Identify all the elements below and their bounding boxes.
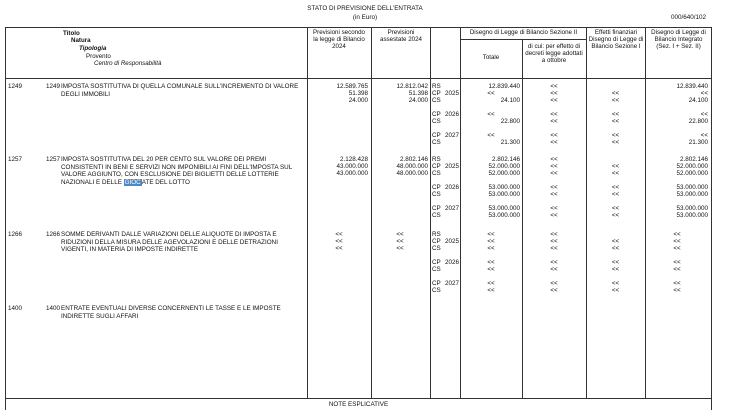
value-cell: << (550, 205, 558, 212)
value-cell: 43.000.000 (336, 163, 368, 170)
row-tag: CP (432, 280, 441, 287)
value-cell: 53.000.000 (488, 191, 520, 198)
value-cell: << (611, 259, 620, 266)
value-cell: 12.839.440 (488, 83, 520, 90)
row-tag: CP (432, 184, 441, 191)
value-cell: << (487, 132, 495, 139)
row-tag: CP (432, 90, 441, 97)
row-year: 2027 (445, 280, 460, 287)
value-cell: << (550, 132, 558, 139)
header-previsioni-assestate: Previsioni assestate 2024 (380, 29, 422, 43)
value-cell: 53.000.000 (488, 212, 520, 219)
value-cell: 53.000.000 (676, 184, 708, 191)
value-cell: << (611, 191, 620, 198)
value-cell: 22.800 (500, 118, 520, 125)
value-cell: << (550, 259, 558, 266)
value-cell: 12.589.765 (336, 83, 368, 90)
value-cell: 2.802.146 (399, 156, 428, 163)
row-tag: CS (432, 118, 441, 125)
row-year: 2026 (445, 111, 460, 118)
value-cell: << (611, 280, 620, 287)
value-cell: << (335, 245, 343, 252)
entry-description: ENTRATE EVENTUALI DIVERSE CONCERNENTI LE TASSE E LE IMPOSTE INDIRETTE SUGLI AFFARI (61, 305, 281, 320)
value-cell: 53.000.000 (488, 184, 520, 191)
row-tag: CS (432, 245, 441, 252)
value-cell: << (550, 118, 558, 125)
value-cell: << (611, 266, 620, 273)
row-tag: CP (432, 132, 441, 139)
value-cell: 21.300 (688, 139, 708, 146)
value-cell: 43.000.000 (336, 170, 368, 177)
value-cell: << (700, 111, 708, 118)
value-cell: 52.000.000 (676, 170, 708, 177)
value-cell: << (673, 231, 681, 238)
value-cell: << (550, 170, 558, 177)
value-cell: 24.100 (500, 97, 520, 104)
value-cell: << (550, 191, 558, 198)
table-left-border (5, 27, 6, 410)
header-titolo: Titolo (63, 30, 80, 37)
entry-code: 1266 (8, 231, 23, 238)
value-cell: 2.128.428 (339, 156, 368, 163)
document-code: 000/640/102 (670, 14, 706, 21)
row-tag: CS (432, 170, 441, 177)
value-cell: << (487, 259, 495, 266)
value-cell: << (673, 266, 681, 273)
row-tag: CP (432, 259, 441, 266)
value-cell: << (550, 163, 558, 170)
entry-code: 1257 (46, 156, 61, 163)
value-cell: << (550, 238, 558, 245)
value-cell: << (611, 212, 620, 219)
notes-heading: NOTE ESPLICATIVE (328, 401, 389, 408)
value-cell: << (673, 238, 681, 245)
value-cell: 24.100 (688, 97, 708, 104)
value-cell: << (611, 205, 620, 212)
table-top-border (5, 27, 712, 28)
row-year: 2025 (445, 163, 460, 170)
value-cell: 52.000.000 (676, 163, 708, 170)
row-tag: CS (432, 139, 441, 146)
row-tag: RS (432, 83, 441, 90)
value-cell: << (611, 139, 620, 146)
entry-code: 1249 (46, 83, 61, 90)
row-year: 2025 (445, 90, 460, 97)
row-tag: CS (432, 287, 441, 294)
value-cell: << (550, 139, 558, 146)
value-cell: << (611, 132, 620, 139)
value-cell: << (550, 97, 558, 104)
value-cell: 21.300 (500, 139, 520, 146)
value-cell: << (550, 287, 558, 294)
header-tipologia: Tipologia (79, 45, 107, 52)
value-cell: 52.000.000 (488, 163, 520, 170)
col-divider (430, 27, 431, 398)
value-cell: << (673, 245, 681, 252)
row-year: 2027 (445, 132, 460, 139)
value-cell: << (611, 245, 620, 252)
value-cell: << (611, 90, 620, 97)
value-cell: << (611, 184, 620, 191)
value-cell: 53.000.000 (676, 205, 708, 212)
row-year: 2026 (445, 184, 460, 191)
value-cell: 52.000.000 (488, 170, 520, 177)
value-cell: << (673, 259, 681, 266)
value-cell: << (487, 287, 495, 294)
value-cell: << (550, 231, 558, 238)
value-cell: << (487, 238, 495, 245)
value-cell: << (550, 266, 558, 273)
row-tag: CS (432, 191, 441, 198)
row-tag: RS (432, 156, 441, 163)
value-cell: 53.000.000 (676, 191, 708, 198)
value-cell: 51.398 (408, 90, 428, 97)
row-year: 2026 (445, 259, 460, 266)
header-integrato: Disegno di Legge di Bilancio Integrato (Sez. I + Sez. II) (651, 29, 706, 50)
entry-description: SOMME DERIVANTI DALLE VARIAZIONI DELLE ALIQUOTE DI IMPOSTA E RIDUZIONI DELLA MISURA DELLE AGEVOLAZIONI E DELLE DETRAZIONI VIGENTI, IN MATERIA DI IMPOSTE INDIRETTE (61, 231, 278, 254)
value-cell: << (550, 156, 558, 163)
value-cell: 51.398 (348, 90, 368, 97)
value-cell: 12.812.042 (396, 83, 428, 90)
value-cell: << (396, 238, 404, 245)
value-cell: << (487, 231, 495, 238)
page-subtitle: (in Euro) (352, 14, 378, 21)
col-divider (460, 27, 461, 398)
value-cell: << (611, 118, 620, 125)
value-cell: << (487, 280, 495, 287)
header-disegno-group: Disegno di Legge di Bilancio Sezione II (469, 29, 578, 36)
value-cell: 53.000.000 (676, 212, 708, 219)
highlighted-text: GIOC (124, 178, 141, 186)
page-title: STATO DI PREVISIONE DELL'ENTRATA (307, 5, 423, 12)
value-cell: << (487, 266, 495, 273)
row-year: 2025 (445, 238, 460, 245)
value-cell: << (550, 90, 558, 97)
row-tag: CS (432, 266, 441, 273)
value-cell: << (611, 111, 620, 118)
value-cell: << (611, 170, 620, 177)
value-cell: << (396, 231, 404, 238)
row-tag: CP (432, 111, 441, 118)
entry-code: 1266 (46, 231, 61, 238)
entry-code: 1400 (46, 305, 61, 312)
entry-code: 1400 (8, 305, 23, 312)
value-cell: << (673, 287, 681, 294)
value-cell: 2.802.146 (679, 156, 708, 163)
value-cell: 48.000.000 (396, 170, 428, 177)
value-cell: 53.000.000 (488, 205, 520, 212)
value-cell: << (700, 132, 708, 139)
value-cell: << (550, 212, 558, 219)
value-cell: 24.000 (408, 97, 428, 104)
value-cell: << (550, 83, 558, 90)
row-year: 2027 (445, 205, 460, 212)
header-natura: Natura (71, 37, 91, 44)
entry-code: 1249 (8, 83, 23, 90)
table-right-border (711, 27, 712, 410)
entry-description: IMPOSTA SOSTITUTIVA DEL 20 PER CENTO SUL VALORE DEI PREMI CONSISTENTI IN BENI E SERVIZI NON IMPONIBILI AI FINI DELL'IMPOSTA SUL VALORE AGGIUNTO, CON ESCLUSIONE DEI BIGLIETTI DELLE LOTTERIE NAZIONALI E DELLE GIOCATE DEL LOTTO (61, 156, 292, 186)
value-cell: << (611, 238, 620, 245)
value-cell: << (611, 97, 620, 104)
value-cell: 12.839.440 (676, 83, 708, 90)
col-divider (307, 27, 308, 398)
row-tag: CS (432, 97, 441, 104)
header-totale: Totale (482, 54, 500, 61)
value-cell: << (396, 245, 404, 252)
row-tag: RS (432, 231, 441, 238)
value-cell: << (611, 287, 620, 294)
row-tag: CS (432, 212, 441, 219)
header-di-cui: di cui: per effetto di decreti legge adottati a ottobre (525, 43, 583, 64)
value-cell: << (673, 280, 681, 287)
value-cell: << (550, 184, 558, 191)
row-tag: CP (432, 205, 441, 212)
value-cell: << (487, 245, 495, 252)
entry-code: 1257 (8, 156, 23, 163)
header-centro: Centro di Responsabilità (94, 60, 162, 67)
value-cell: << (550, 280, 558, 287)
row-tag: CP (432, 163, 441, 170)
row-tag: CP (432, 238, 441, 245)
table-footer-border (5, 398, 712, 399)
header-provento: Provento (86, 53, 111, 60)
table-header-border (5, 78, 712, 79)
header-previsioni-bilancio: Previsioni secondo la legge di Bilancio 2024 (313, 29, 365, 50)
value-cell: << (550, 245, 558, 252)
value-cell: 48.000.000 (396, 163, 428, 170)
value-cell: << (487, 111, 495, 118)
value-cell: << (487, 90, 495, 97)
value-cell: << (550, 111, 558, 118)
value-cell: 22.800 (688, 118, 708, 125)
header-effetti: Effetti finanziari Disegno di Legge di Bilancio Sezione I (588, 29, 644, 50)
entry-description: IMPOSTA SOSTITUTIVA DI QUELLA COMUNALE SULL'INCREMENTO DI VALORE DEGLI IMMOBILI (61, 83, 299, 98)
value-cell: << (335, 238, 343, 245)
value-cell: << (611, 163, 620, 170)
value-cell: << (335, 231, 343, 238)
group-header-border (461, 39, 586, 40)
value-cell: << (700, 90, 708, 97)
value-cell: 24.000 (348, 97, 368, 104)
value-cell: 2.802.146 (491, 156, 520, 163)
